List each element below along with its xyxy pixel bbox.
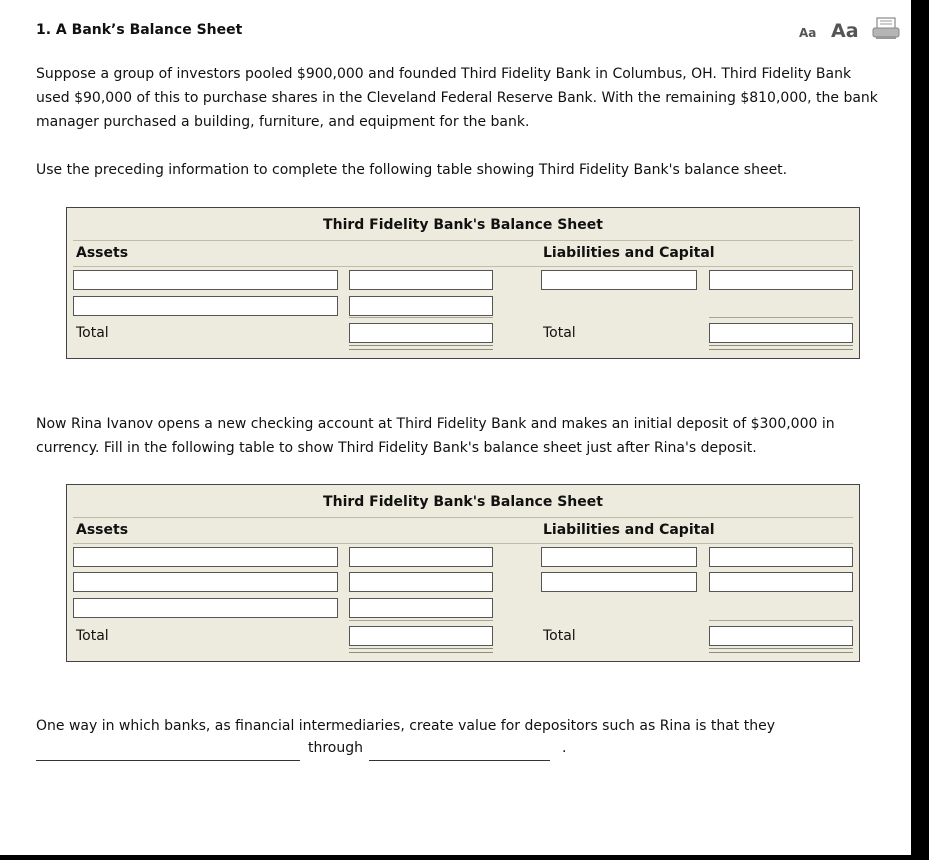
sentence-period: . bbox=[562, 740, 567, 756]
assets-header: Assets bbox=[76, 522, 129, 538]
asset-description-input-3[interactable] bbox=[73, 598, 338, 618]
through-label: through bbox=[308, 740, 364, 756]
total-assets-label: Total bbox=[76, 325, 109, 341]
total-assets-input[interactable] bbox=[349, 323, 493, 343]
subtotal-rule bbox=[709, 620, 853, 621]
font-size-increase-button[interactable]: Aa bbox=[831, 20, 859, 42]
instruction-text: Use the preceding information to complete the following table showing Third Fidelity Bank's balance sheet. bbox=[36, 162, 788, 178]
subtotal-rule bbox=[709, 317, 853, 318]
font-size-decrease-button[interactable]: Aa bbox=[799, 26, 817, 40]
asset-description-input-1[interactable] bbox=[73, 270, 338, 290]
asset-amount-input-2[interactable] bbox=[349, 572, 493, 592]
asset-description-input-2[interactable] bbox=[73, 572, 338, 592]
liability-description-input-1[interactable] bbox=[541, 547, 697, 567]
print-icon[interactable] bbox=[872, 17, 900, 41]
total-double-rule bbox=[709, 345, 853, 350]
divider bbox=[73, 517, 853, 518]
subtotal-rule bbox=[349, 620, 493, 621]
total-liabilities-label: Total bbox=[543, 628, 576, 644]
liability-amount-input-2[interactable] bbox=[709, 572, 853, 592]
total-liabilities-input[interactable] bbox=[709, 323, 853, 343]
liability-amount-input-1[interactable] bbox=[709, 547, 853, 567]
balance-sheet-table-1 bbox=[66, 207, 860, 359]
total-liabilities-label: Total bbox=[543, 325, 576, 341]
answer-dropdown-1[interactable] bbox=[36, 742, 300, 761]
question-title: 1. A Bank’s Balance Sheet bbox=[36, 22, 243, 38]
divider bbox=[73, 240, 853, 241]
closing-question-text: One way in which banks, as financial intermediaries, create value for depositors such as Rina is that they bbox=[36, 718, 775, 734]
liabilities-header: Liabilities and Capital bbox=[543, 245, 715, 261]
deposit-scenario-text: Now Rina Ivanov opens a new checking account at Third Fidelity Bank and makes an initial deposit of $300,000 in currency. Fill in the following table to show Third Fidelity Bank's balance sheet just after Rina's deposit. bbox=[36, 416, 835, 456]
asset-amount-input-1[interactable] bbox=[349, 270, 493, 290]
total-liabilities-input[interactable] bbox=[709, 626, 853, 646]
total-double-rule bbox=[349, 345, 493, 350]
scenario-text: Suppose a group of investors pooled $900,000 and founded Third Fidelity Bank in Columbus, OH. Third Fidelity Bank used $90,000 of this to purchase shares in the Cleveland Federal Reserve Bank. With the remaining $810,000, the bank manager purchased a building, furniture, and equipment for the bank. bbox=[36, 66, 878, 130]
divider bbox=[73, 266, 853, 267]
asset-description-input-2[interactable] bbox=[73, 296, 338, 316]
assets-header: Assets bbox=[76, 245, 129, 261]
total-double-rule bbox=[709, 648, 853, 653]
divider bbox=[73, 543, 853, 544]
table-title: Third Fidelity Bank's Balance Sheet bbox=[323, 217, 603, 233]
liabilities-header: Liabilities and Capital bbox=[543, 522, 715, 538]
liability-amount-input-1[interactable] bbox=[709, 270, 853, 290]
liability-description-input-2[interactable] bbox=[541, 572, 697, 592]
table-title: Third Fidelity Bank's Balance Sheet bbox=[323, 494, 603, 510]
total-double-rule bbox=[349, 648, 493, 653]
asset-amount-input-1[interactable] bbox=[349, 547, 493, 567]
asset-amount-input-2[interactable] bbox=[349, 296, 493, 316]
answer-dropdown-2[interactable] bbox=[369, 742, 550, 761]
balance-sheet-table-2 bbox=[66, 484, 860, 662]
total-assets-label: Total bbox=[76, 628, 109, 644]
liability-description-input-1[interactable] bbox=[541, 270, 697, 290]
total-assets-input[interactable] bbox=[349, 626, 493, 646]
asset-description-input-1[interactable] bbox=[73, 547, 338, 567]
asset-amount-input-3[interactable] bbox=[349, 598, 493, 618]
subtotal-rule bbox=[349, 317, 493, 318]
